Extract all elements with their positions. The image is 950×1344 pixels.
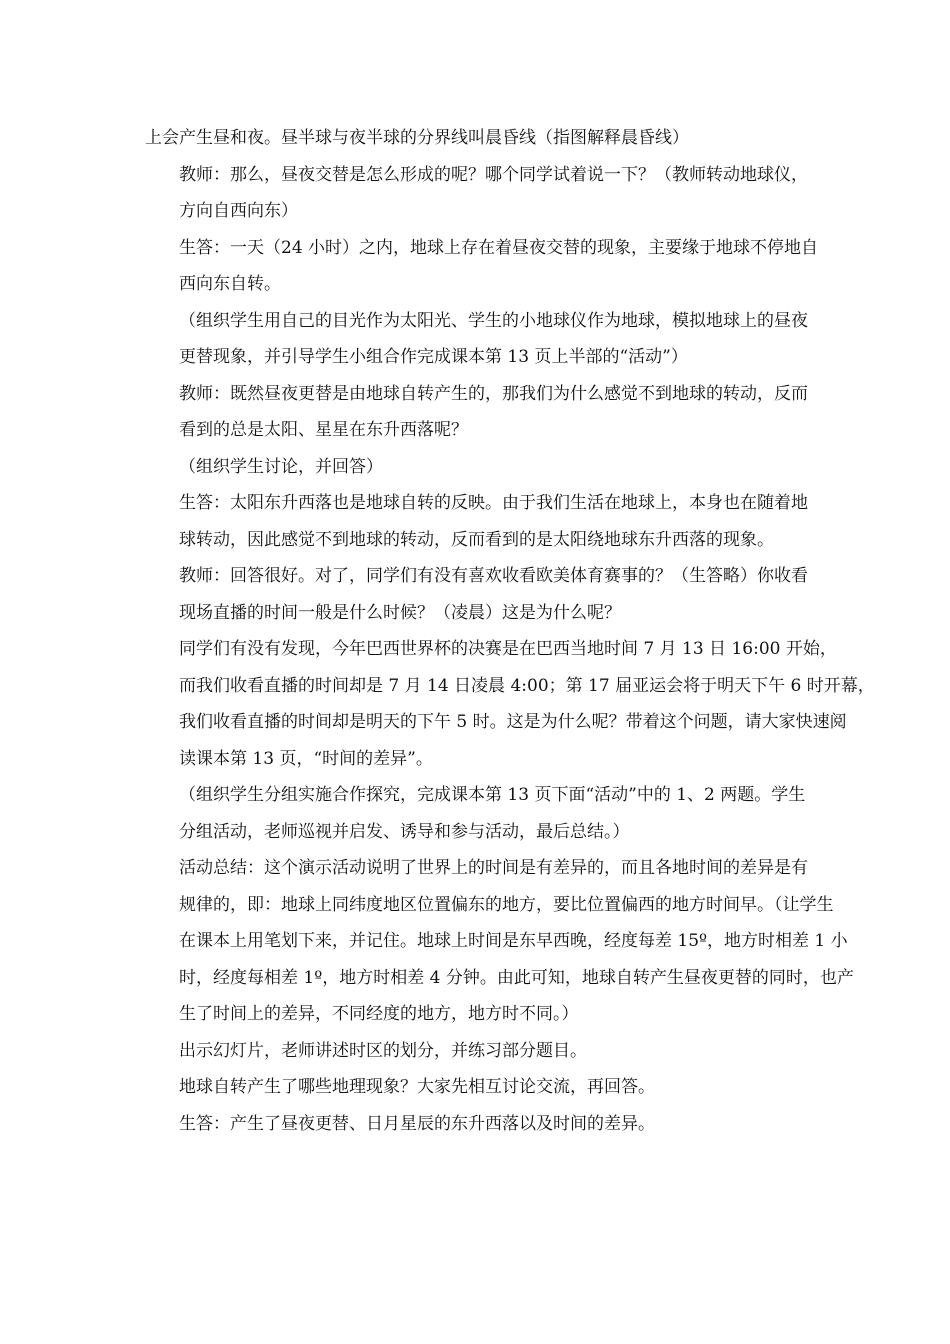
text-line: 上会产生昼和夜。昼半球与夜半球的分界线叫晨昏线（指图解释晨昏线） <box>145 128 689 148</box>
paragraph <box>145 449 807 486</box>
text-line: 同学们有没有发现，今年巴西世界杯的决赛是在巴西当地时间 7 月 13 日 16:00 开始， <box>179 639 837 659</box>
text-line: 现场直播的时间一般是什么时候？（凌晨）这是为什么呢？ <box>179 602 621 623</box>
text-line: 生了时间上的差异，不同经度的地方，地方时不同。） <box>179 1004 579 1024</box>
text-line: 分组活动，老师巡视并启发、诱导和参与活动，最后总结。） <box>179 821 630 842</box>
text-line: 出示幻灯片，老师讲述时区的划分，并练习部分题目。 <box>179 1040 587 1061</box>
paragraph <box>145 376 807 449</box>
document-body <box>145 120 875 1142</box>
text-line: （组织学生用自己的目光作为太阳光、学生的小地球仪作为地球，模拟地球上的昼夜 <box>179 310 808 331</box>
text-line: （组织学生讨论，并回答） <box>179 456 383 477</box>
paragraph <box>145 120 807 157</box>
paragraph <box>145 777 807 850</box>
text-line: 而我们收看直播的时间却是 7 月 14 日凌晨 4:00；第 17 届亚运会将于明天下午 6 时开幕， <box>179 675 875 696</box>
text-line: 规律的，即：地球上同纬度地区位置偏东的地方，要比位置偏西的地方时间早。（让学生 <box>179 894 834 915</box>
text-line: 更替现象，并引导学生小组合作完成课本第 13 页上半部的“活动”） <box>179 347 688 367</box>
paragraph <box>145 485 807 558</box>
text-line: 活动总结：这个演示活动说明了世界上的时间是有差异的，而且各地时间的差异是有 <box>179 858 808 878</box>
paragraph <box>145 303 807 376</box>
paragraph <box>145 631 875 777</box>
text-line: 生答：产生了昼夜更替、日月星辰的东升西落以及时间的差异。 <box>179 1113 655 1134</box>
paragraph <box>145 1033 807 1070</box>
text-line: 我们收看直播的时间却是明天的下午 5 时。这是为什么呢？带着这个问题，请大家快速阅 <box>179 712 847 732</box>
text-line: 西向东自转。 <box>179 274 281 294</box>
paragraph <box>145 230 819 303</box>
text-line: 生答：一天（24 小时）之内，地球上存在着昼夜交替的现象，主要缘于地球不停地自 <box>179 237 819 258</box>
paragraph <box>145 1069 807 1106</box>
text-line: 在课本上用笔划下来，并记住。地球上时间是东早西晚，经度每差 15º，地方时相差 1 小 <box>179 931 848 951</box>
paragraph <box>145 850 854 1033</box>
text-line: （组织学生分组实施合作探究，完成课本第 13 页下面“活动”中的 1、2 两题。学生 <box>179 785 806 805</box>
text-line: 生答：太阳东升西落也是地球自转的反映。由于我们生活在地球上，本身也在随着地 <box>179 493 808 513</box>
text-line: 看到的总是太阳、星星在东升西落呢？ <box>179 420 468 440</box>
text-line: 教师：那么，昼夜交替是怎么形成的呢？哪个同学试着说一下？（教师转动地球仪， <box>179 164 808 185</box>
text-line: 教师：回答很好。对了，同学们有没有喜欢收看欧美体育赛事的？（生答略）你收看 <box>179 566 808 586</box>
text-line: 读课本第 13 页，“时间的差异”。 <box>179 748 433 769</box>
text-line: 时，经度每相差 1º，地方时相差 4 分钟。由此可知，地球自转产生昼夜更替的同时，也产 <box>179 967 854 988</box>
text-line: 地球自转产生了哪些地理现象？大家先相互讨论交流，再回答。 <box>179 1077 655 1097</box>
text-line: 球转动，因此感觉不到地球的转动，反而看到的是太阳绕地球东升西落的现象。 <box>179 529 774 550</box>
paragraph <box>145 558 807 631</box>
paragraph <box>145 1106 807 1143</box>
paragraph <box>145 157 807 230</box>
text-line: 教师：既然昼夜更替是由地球自转产生的，那我们为什么感觉不到地球的转动，反而 <box>179 383 808 404</box>
text-line: 方向自西向东） <box>179 201 298 221</box>
